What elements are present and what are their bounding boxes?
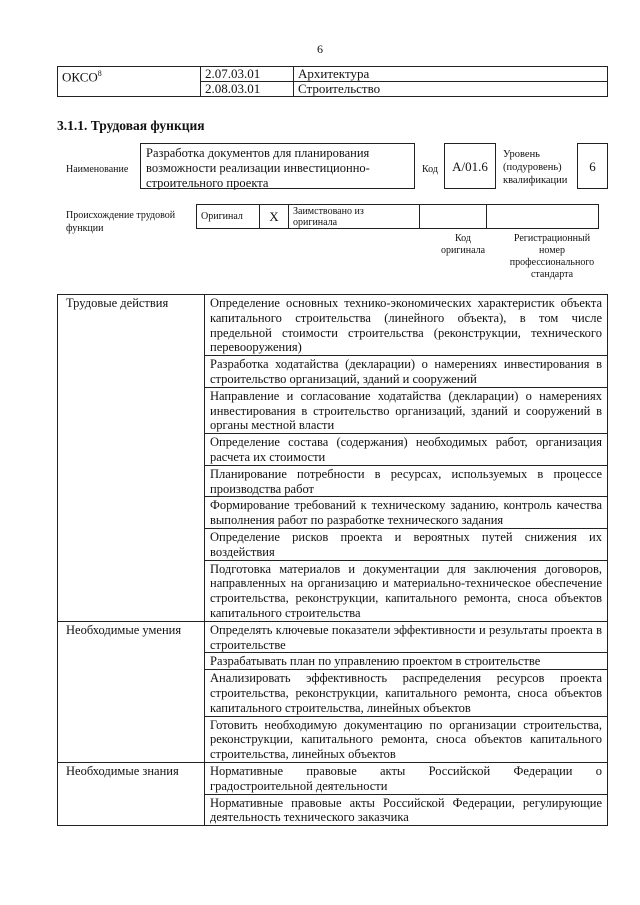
level-label [503,148,567,187]
qualification-level: 6 [577,143,608,189]
original-label: Оригинал [197,205,260,229]
registration-number-caption [496,233,608,281]
table-row [58,295,608,356]
labor-action-item: Планирование потребности в ресурсах, используемых в процессе производства работ [205,465,608,497]
original-code-cell [420,205,487,229]
caption-line: стандарта [530,269,574,280]
function-code: A/01.6 [444,143,496,189]
function-name-box [140,143,415,189]
function-name-line: Разработка документов для планирования [146,146,370,160]
labor-action-item: Определение основных технико-экономических характеристик объекта капитального строительства (линейного объекта), в том числе предельной стоимости строительства (реконструкции, технического перевооружения) [205,295,608,356]
borrowed-label-line: оригинала [293,216,338,228]
function-name-line: возможности реализации инвестиционно- [146,161,370,175]
origin-label-line: Происхождение трудовой [66,210,176,221]
skill-item: Разрабатывать план по управлению проектом в строительстве [205,653,608,670]
level-label-line: квалификации [503,175,568,186]
function-name-line: строительного проекта [146,176,269,190]
borrowed-label-line: Заимствовано из [293,205,364,217]
knowledge-item: Нормативные правовые акты Российской Федерации, регулирующие деятельность технического заказчика [205,794,608,826]
okso-code: 2.08.03.01 [201,82,294,97]
labor-action-item: Определение рисков проекта и вероятных путей снижения их воздействия [205,528,608,560]
table-row [58,621,608,653]
okso-label-cell [58,67,201,97]
table-row [58,762,608,794]
name-label: Наименование [66,164,129,175]
table-row [58,67,608,82]
level-label-line: Уровень [503,149,540,160]
skill-item: Анализировать эффективность распределения ресурсов проекта строительства, реконструкции, капитального ремонта, сноса объектов капитального строительства, линейных объектов [205,670,608,716]
okso-code: 2.07.03.01 [201,67,294,82]
origin-table [196,204,599,229]
skill-item: Готовить необходимую документацию по организации строительства, реконструкции, капитального ремонта, сноса объектов капитального строительства, линейных объектов [205,716,608,762]
original-mark: X [260,205,289,229]
labor-action-item: Формирование требований к техническому заданию, контроль качества выполнения работ по разработке технического задания [205,497,608,529]
okso-footnote: 8 [97,69,102,78]
category-required-knowledge: Необходимые знания [58,762,205,825]
okso-name: Архитектура [294,67,608,82]
caption-line: номер [539,245,565,256]
caption-line: Код [455,233,471,244]
origin-label-line: функции [66,223,104,234]
okso-label: ОКСО [62,69,98,85]
origin-label [66,209,175,235]
labor-action-item: Подготовка материалов и документации для заключения договоров, направленных на организацию и материально-техническое обеспечение строительства, реконструкции, капитального ремонта, сноса объектов капитального строительства [205,560,608,621]
caption-line: оригинала [440,245,486,256]
knowledge-item: Нормативные правовые акты Российской Федерации о градостроительной деятельности [205,762,608,794]
registration-number-cell [487,205,599,229]
labor-function-table [57,294,608,826]
caption-line: Регистрационный [513,233,591,244]
labor-action-item: Направление и согласование ходатайства (декларации) о намерениях инвестирования в строительство организаций, зданий и сооружений в органы местной власти [205,387,608,433]
labor-action-item: Разработка ходатайства (декларации) о намерениях инвестирования в строительство организаций, зданий и сооружений [205,356,608,388]
table-row [197,205,599,229]
section-title: 3.1.1. Трудовая функция [57,118,205,133]
page-number: 6 [317,42,323,56]
category-required-skills: Необходимые умения [58,621,205,762]
skill-item: Определять ключевые показатели эффективности и результаты проекта в строительстве [205,621,608,653]
labor-action-item: Определение состава (содержания) необходимых работ, организация расчета их стоимости [205,434,608,466]
okso-table [57,66,608,97]
borrowed-label [289,205,420,229]
code-label: Код [422,164,438,175]
original-code-caption [430,233,496,257]
level-label-line: (подуровень) [503,162,562,173]
okso-name: Строительство [294,82,608,97]
category-labor-actions: Трудовые действия [58,295,205,622]
caption-line: профессионального [509,257,595,268]
